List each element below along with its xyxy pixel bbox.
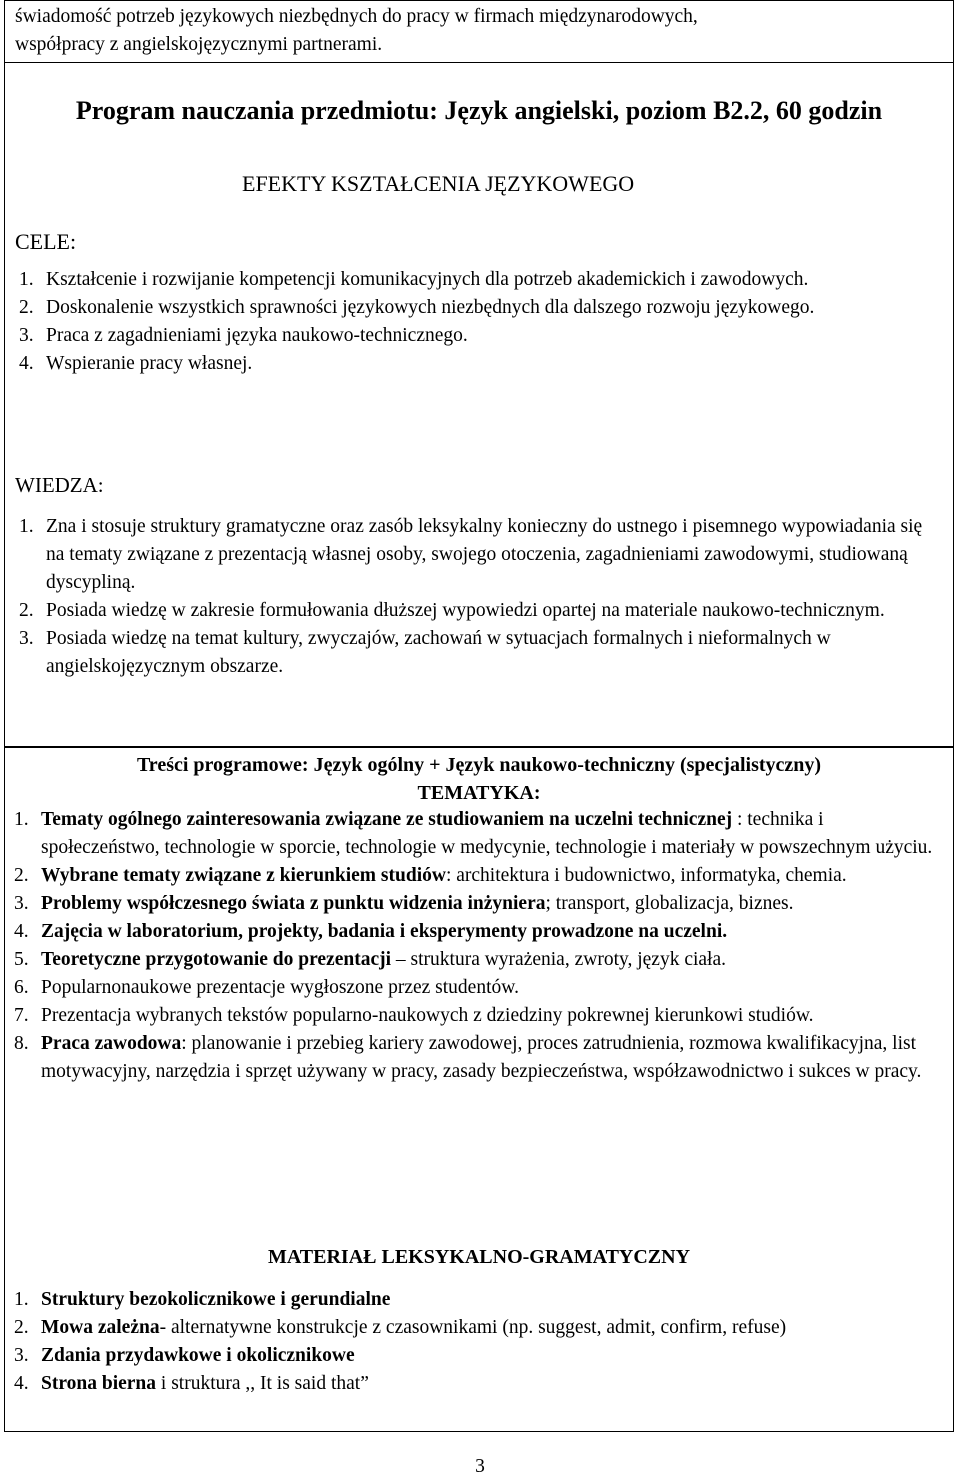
list-item: 1. Struktury bezokolicznikowe i gerundialne	[14, 1289, 391, 1310]
tematyka-label: TEMATYKA:	[417, 782, 541, 804]
list-item: 3. Posiada wiedzę na temat kultury, zwyczajów, zachowań w sytuacjach formalnych i nieformalnych w angielskojęzycznym obszarze.	[19, 628, 831, 677]
list-item: 1. Kształcenie i rozwijanie kompetencji komunikacyjnych dla potrzeb akademickich i zawodowych.	[19, 269, 809, 290]
program-title: Program nauczania przedmiotu: Język angielski, poziom B2.2, 60 godzin	[75, 96, 883, 125]
content-box	[4, 747, 954, 1432]
cele-label: CELE:	[15, 229, 77, 254]
page-number: 3	[475, 1456, 485, 1477]
list-item: 2. Doskonalenie wszystkich sprawności językowych niezbędnych dla dalszego rozwoju językowego.	[19, 297, 815, 318]
list-item: 4. Wspieranie pracy własnej.	[19, 353, 253, 374]
wiedza-list	[19, 513, 933, 681]
wiedza-label: WIEDZA:	[15, 473, 104, 497]
list-item: 2. Wybrane tematy związane z kierunkiem studiów: architektura i budownictwo, informatyka, chemia.	[14, 865, 847, 886]
list-item: 6. Popularnonaukowe prezentacje wygłoszone przez studentów.	[14, 977, 519, 998]
list-item: 4. Strona bierna i struktura ,, It is said that”	[14, 1373, 369, 1394]
list-item: 3. Praca z zagadnieniami języka naukowo-technicznego.	[19, 325, 468, 346]
list-item: 3. Problemy współczesnego świata z punktu widzenia inżyniera; transport, globalizacja, biznes.	[14, 893, 794, 914]
material-list	[14, 1286, 933, 1398]
intro-line-2: współpracy z angielskojęzycznymi partnerami.	[15, 34, 383, 55]
intro-line-1: świadomość potrzeb językowych niezbędnych do pracy w firmach międzynarodowych,	[15, 6, 698, 27]
list-item: 4. Zajęcia w laboratorium, projekty, badania i eksperymenty prowadzone na uczelni.	[14, 921, 728, 942]
main-box	[4, 63, 954, 747]
list-item: 1. Zna i stosuje struktury gramatyczne oraz zasób leksykalny konieczny do ustnego i pisemnego wypowiadania się na tematy związane z prezentacją własnej osoby, swojego otoczenia, zagadnieniami zawodowymi, studiowaną dyscypliną.	[19, 516, 923, 593]
cele-list	[19, 266, 933, 378]
material-heading: MATERIAŁ LEKSYKALNO-GRAMATYCZNY	[267, 1246, 691, 1268]
list-item: 3. Zdania przydawkowe i okolicznikowe	[14, 1345, 355, 1366]
tematyka-list	[14, 806, 933, 1086]
list-item: 2. Posiada wiedzę w zakresie formułowania dłuższej wypowiedzi opartej na materiale naukowo-technicznym.	[19, 600, 885, 621]
list-item: 1. Tematy ogólnego zainteresowania związane ze studiowaniem na uczelni technicznej : technika i społeczeństwo, technologie w sporcie, technologie w medycynie, technologie i materiały w powszechnym użyciu.	[14, 809, 933, 858]
tresci-heading: Treści programowe: Język ogólny + Język naukowo-techniczny (specjalistyczny)	[136, 754, 822, 776]
list-item: 2. Mowa zależna- alternatywne konstrukcje z czasownikami (np. suggest, admit, confirm, refuse)	[14, 1317, 787, 1338]
list-item: 8. Praca zawodowa: planowanie i przebieg kariery zawodowej, proces zatrudnienia, rozmowa kwalifikacyjna, list motywacyjny, narzędzia i sprzęt używany w pracy, zasady bezpieczeństwa, współzawodnictwo i sukces w pracy.	[14, 1033, 922, 1082]
list-item: 7. Prezentacja wybranych tekstów popularno-naukowych z dziedziny pokrewnej kierunkowi studiów.	[14, 1005, 814, 1026]
list-item: 5. Teoretyczne przygotowanie do prezentacji – struktura wyrażenia, zwroty, język ciała.	[14, 949, 726, 970]
intro-box	[4, 0, 954, 63]
efekty-heading: EFEKTY KSZTAŁCENIA JĘZYKOWEGO	[242, 171, 635, 196]
